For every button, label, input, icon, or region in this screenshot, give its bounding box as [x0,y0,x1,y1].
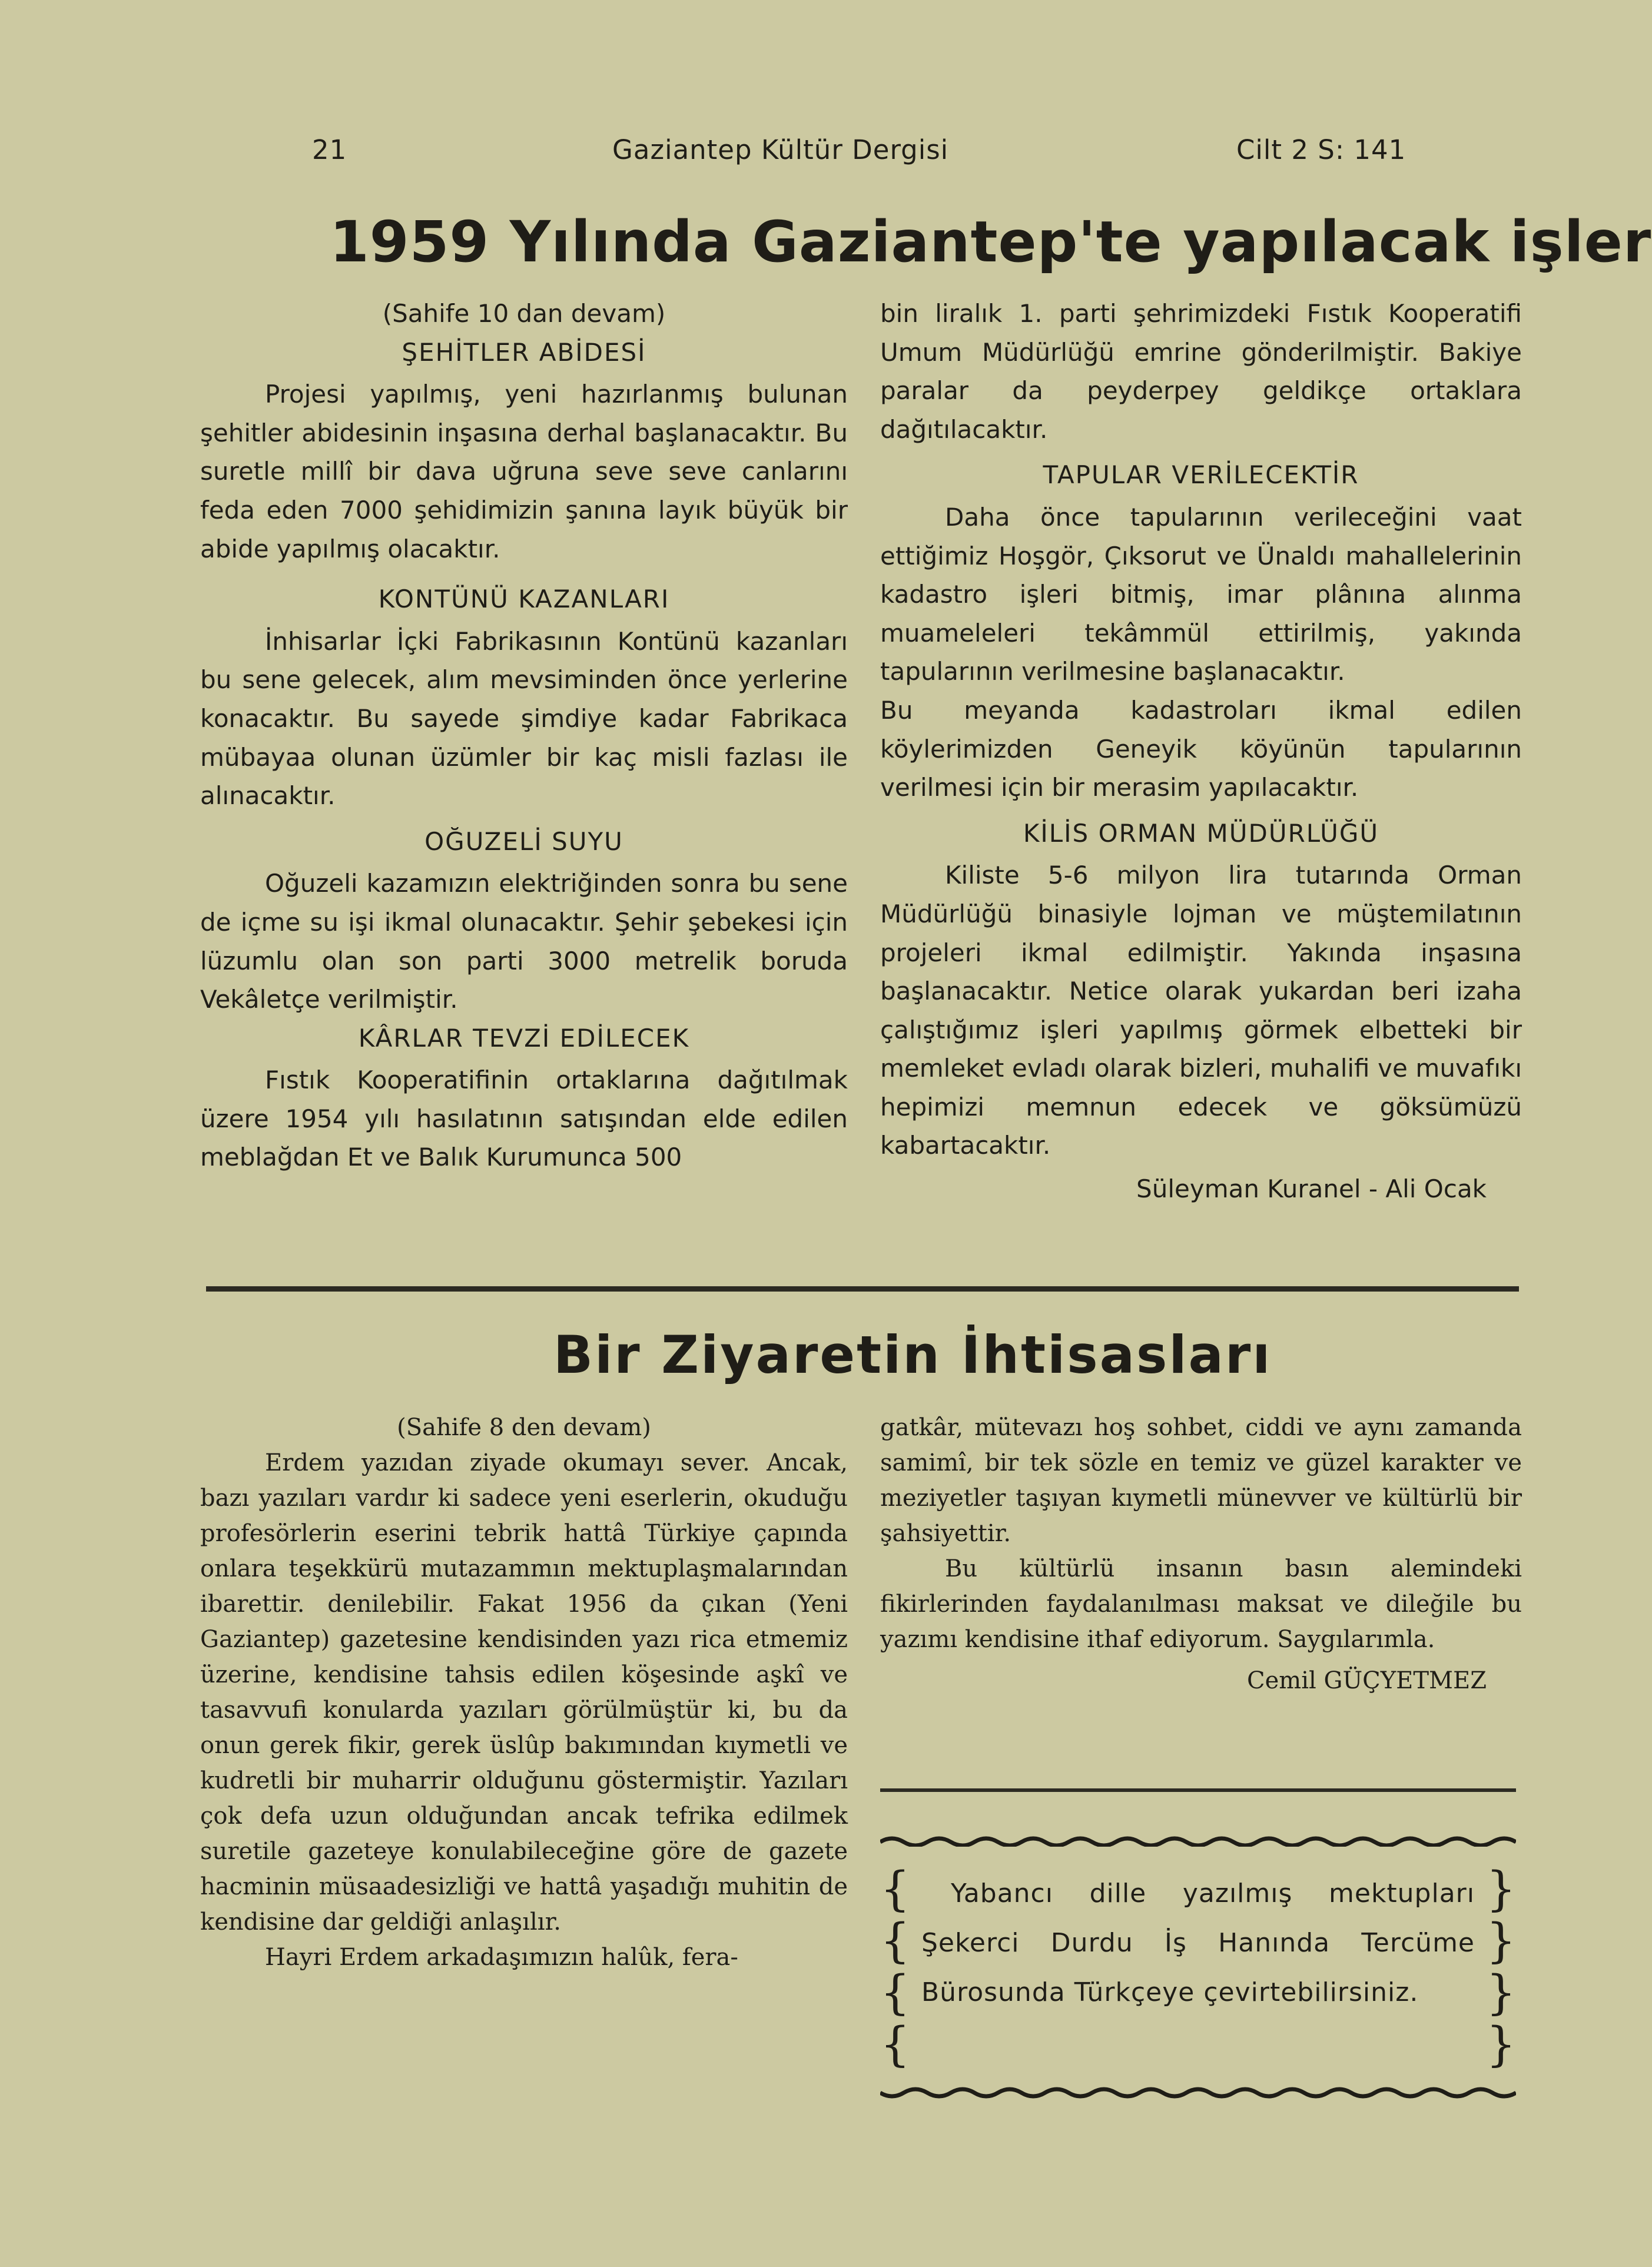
notice-divider [880,1788,1516,1792]
ornament-wave [880,1834,1516,1847]
article1-column-left [200,294,848,1177]
section-heading: TAPULAR VERİLECEKTİR [1043,460,1359,490]
notice-text: Yabancı dille yazılmış mektupları Şekerci Durdu İş Hanında Tercüme Bürosunda Türkçeye çevirtebilirsiniz. [921,1878,1475,2007]
article2-title: Bir Ziyaretin İhtisasları [553,1325,1272,1385]
article1-signature: Süleyman Kuranel - Ali Ocak [1136,1174,1487,1204]
article1-title: 1959 Yılında Gaziantep'te yapılacak işler [330,209,1652,275]
continued-from: (Sahife 8 den devam) [397,1414,651,1441]
article2-column-right [880,1410,1522,1698]
section-text: Projesi yapılmış, yeni hazırlanmış bulunan şehitler abidesinin inşasına derhal başlanacaktır. Bu suretle millî bir dava uğruna seve seve canlarını feda eden 7000 şehidimizin şanına layık büyük bir abide yapılmış olacaktır. [200,380,848,563]
brace-left-icon: { { { { [880,1861,910,2072]
section-heading: OĞUZELİ SUYU [424,827,623,856]
article2-column-left [200,1410,848,1975]
section-text: Kiliste 5-6 milyon lira tutarında Orman Müdürlüğü binasiyle lojman ve müştemilatının projeleri ikmal edilmiştir. Yakında inşasına başlanacaktır. Netice olarak yukardan beri izaha çalıştığımız işleri yapılmış görmek elbetteki bir memleket evladı olarak bizleri, muhalifi ve muvafıkı hepimizi memnun edecek ve göksümüzü kabartacaktır. [880,861,1522,1160]
article2-signature: Cemil GÜÇYETMEZ [1246,1667,1487,1694]
issue-info: Cilt 2 S: 141 [1236,134,1406,165]
continued-from: (Sahife 10 dan devam) [382,299,666,328]
section-text: bin liralık 1. parti şehrimizdeki Fıstık Kooperatifi Umum Müdürlüğü emrine gönderilmiştir. Bakiye paralar da peyderpey geldikçe ortaklara dağıtılacaktır. [880,299,1522,444]
journal-name: Gaziantep Kültür Dergisi [612,134,949,165]
section-divider [206,1286,1519,1292]
section-heading: KONTÜNÜ KAZANLARI [378,585,670,614]
section-text: İnhisarlar İçki Fabrikasının Kontünü kazanları bu sene gelecek, alım mevsiminden önce yerlerine konacaktır. Bu sayede şimdiye kadar Fabrikaca mübayaa olunan üzümler bir kaç misli fazlası ile alınacaktır. [200,626,848,811]
section-text: Daha önce tapularının verileceğini vaat ettiğimiz Hoşgör, Çıksorut ve Ünaldı mahallelerinin kadastro işleri bitmiş, imar plânına alınma muameleleri tekâmmül ettirilmiş, yakında tapularının verilmesine başlanacaktır. [880,502,1522,686]
paragraph: Hayri Erdem arkadaşımızın halûk, fera- [265,1944,738,1971]
paragraph: Bu kültürlü insanın basın alemindeki fikirlerinden faydalanılması maksat ve dileğile bu yazımı kendisine ithaf ediyorum. Saygılarımla. [880,1555,1522,1653]
section-text: Oğuzeli kazamızın elektriğinden sonra bu sene de içme su işi ikmal olunacaktır. Şehir şebekesi için lüzumlu olan son parti 3000 metrelik boruda Vekâletçe verilmiştir. [200,869,848,1014]
paragraph: gatkâr, mütevazı hoş sohbet, ciddi ve aynı zamanda samimî, bir tek sözle en temiz ve güzel karakter ve meziyetler taşıyan kıymetli münevver ve kültürlü bir şahsiyettir. [880,1414,1522,1547]
section-heading: KİLİS ORMAN MÜDÜRLÜĞÜ [1023,818,1379,848]
section-heading: KÂRLAR TEVZİ EDİLECEK [358,1023,690,1053]
ornament-wave [880,2087,1516,2100]
section-text: Bu meyanda kadastroları ikmal edilen köylerimizden Geneyik köyünün tapularının verilmesi için bir merasim yapılacaktır. [880,695,1522,802]
notice-text-block [921,1869,1475,2017]
brace-right-icon: } } } } [1486,1861,1516,2072]
paragraph: Erdem yazıdan ziyade okumayı sever. Ancak, bazı yazıları vardır ki sadece yeni eserlerin, okuduğu profesörlerin eserini tebrik hattâ Türkiye çapında onlara teşekkürü mutazammın mektuplaşmalarından ibarettir. denilebilir. Fakat 1956 da çıkan (Yeni Gaziantep) gazetesine kendisinden yazı rica etmemiz üzerine, kendisine tahsis edilen köşesinde aşkî ve tasavvufi konularda yazıları görülmüştür ki, bu da onun gerek fikir, gerek üslûp bakımından kıymetli ve kudretli bir muharrir olduğunu göstermiştir. Yazıları çok defa uzun olduğundan ancak tefrika edilmek suretile gazeteye konulabileceğine göre de gazete hacminin müsaadesizliği ve hattâ yaşadığı muhitin de kendisine dar geldiği anlaşılır. [200,1449,848,1936]
notice-box [880,1863,1516,2078]
section-heading: ŞEHİTLER ABİDESİ [402,337,646,367]
page-number: 21 [312,134,347,165]
section-text: Fıstık Kooperatifinin ortaklarına dağıtılmak üzere 1954 yılı hasılatının satışından elde edilen meblağdan Et ve Balık Kurumunca 500 [200,1066,848,1172]
article1-column-right [880,294,1522,1209]
